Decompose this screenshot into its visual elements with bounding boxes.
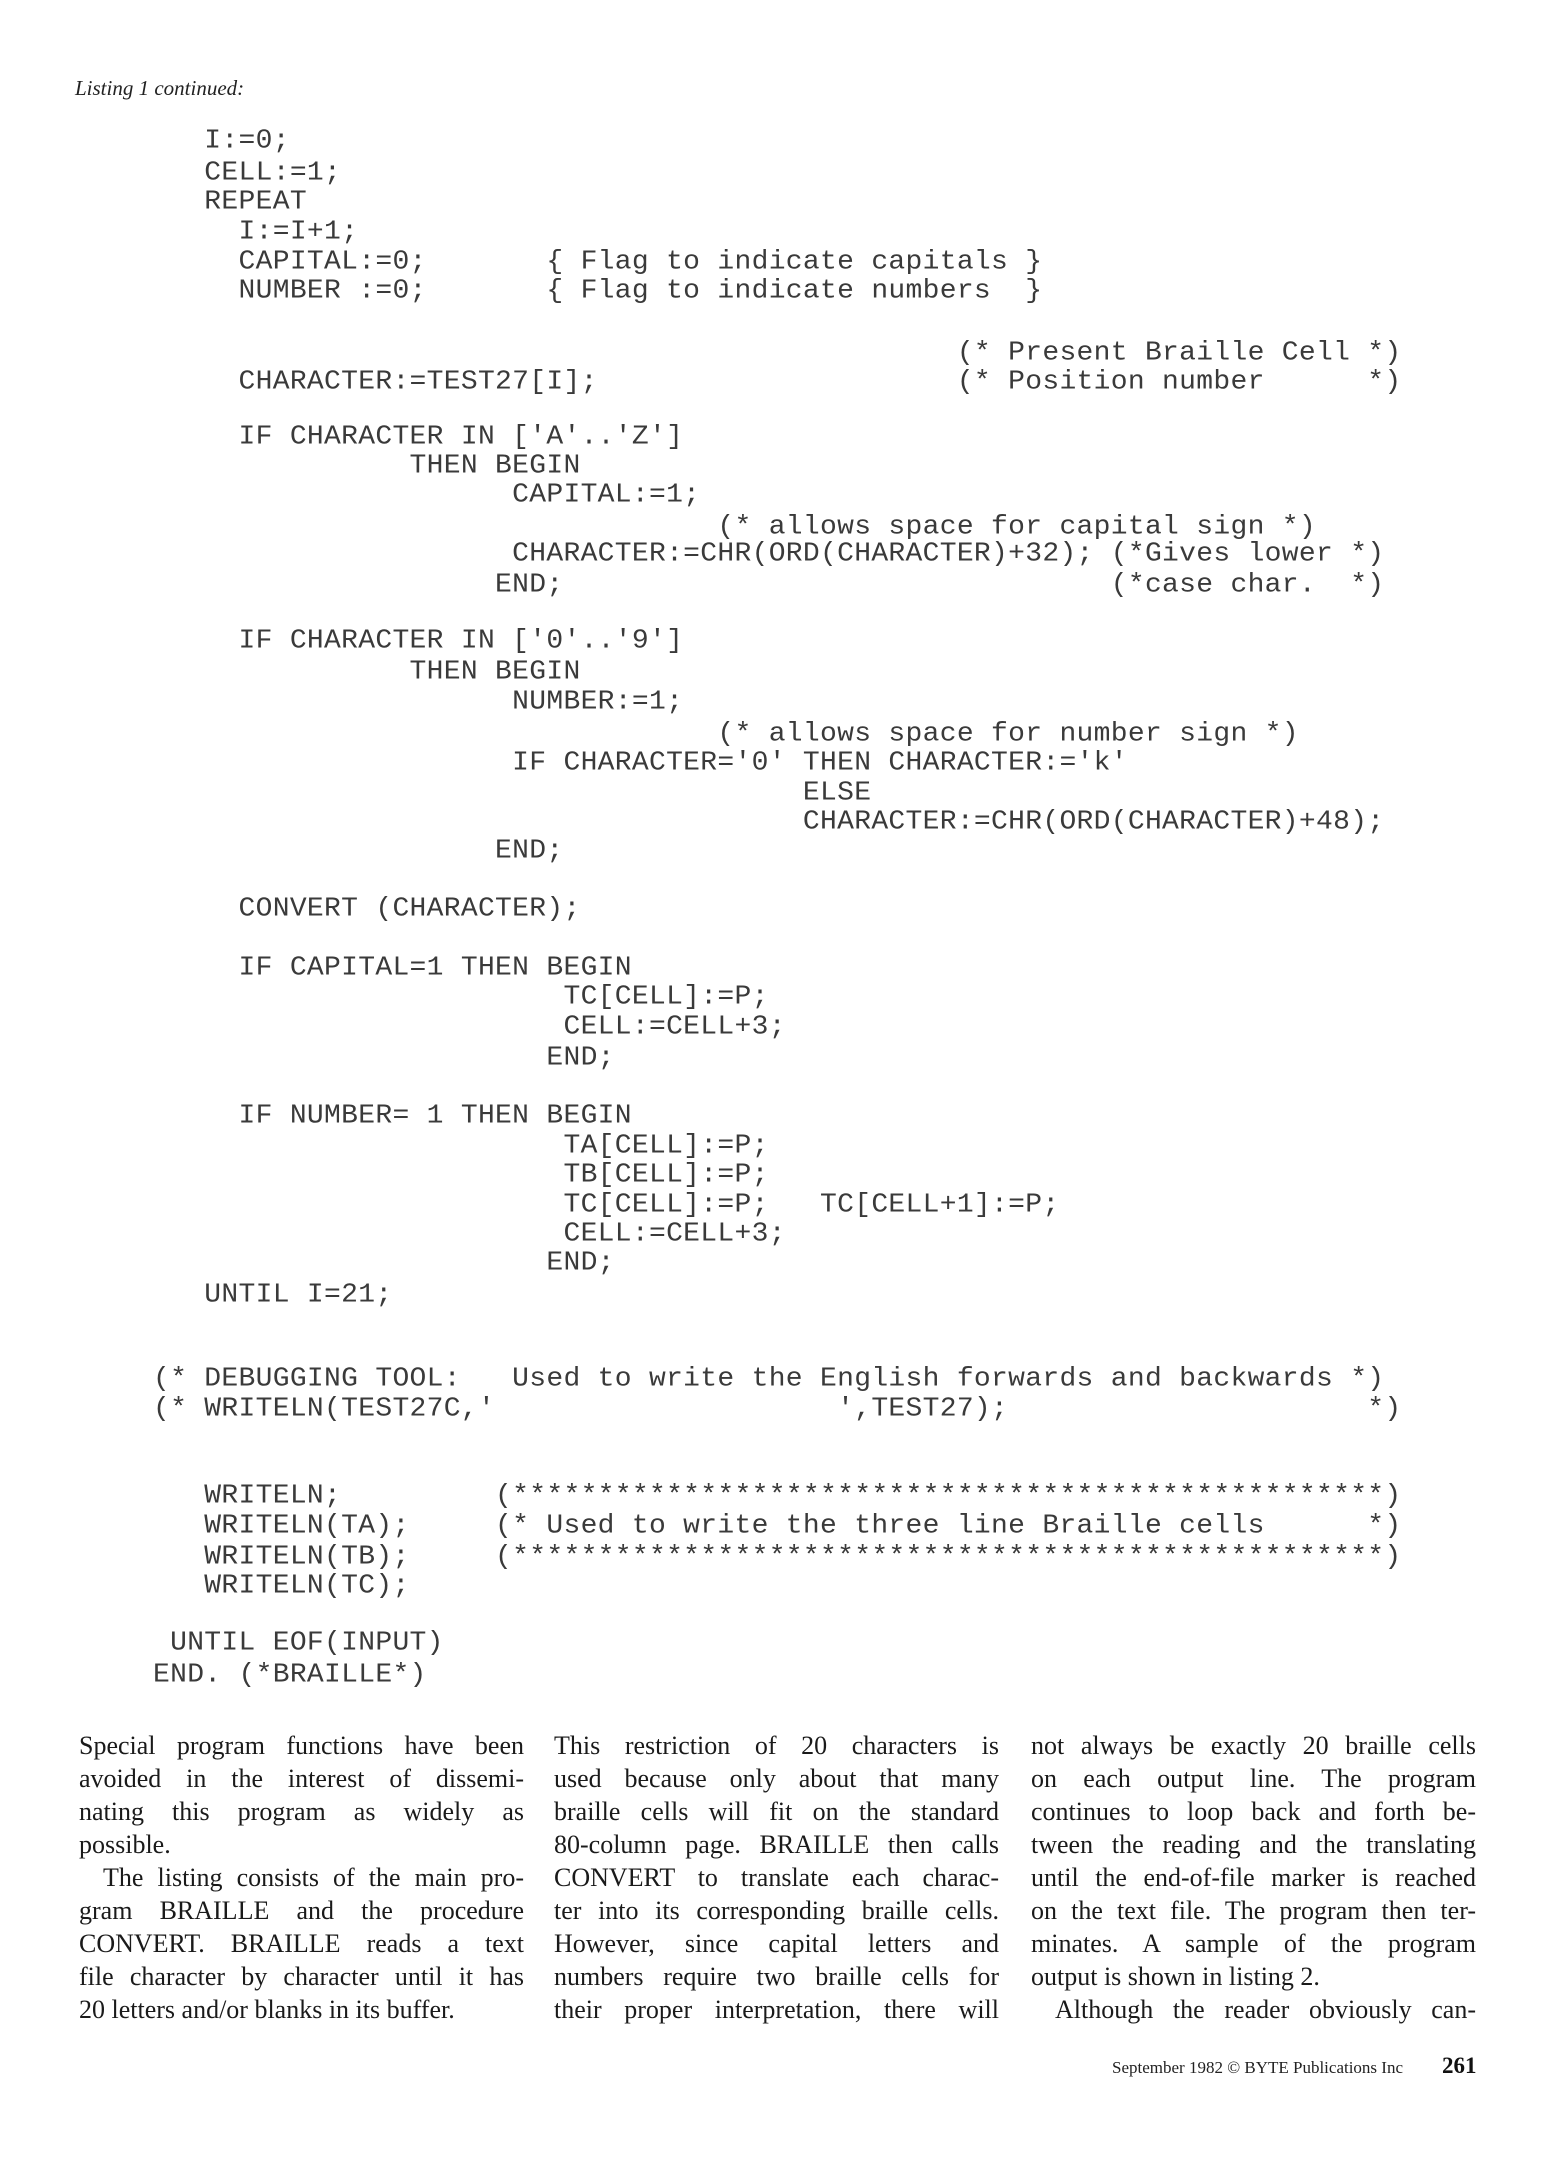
- code-line: (* Present Braille Cell *): [153, 339, 1402, 369]
- paragraph-line: ter into its corresponding braille cells.: [554, 1896, 999, 1925]
- code-line: UNTIL I=21;: [153, 1280, 393, 1310]
- paragraph-line: This restriction of 20 characters is: [554, 1731, 999, 1760]
- code-line: IF CHARACTER IN ['0'..'9']: [153, 627, 684, 657]
- paragraph-line: tween the reading and the translating: [1031, 1830, 1476, 1859]
- code-line: THEN BEGIN: [153, 452, 581, 482]
- code-line: IF NUMBER= 1 THEN BEGIN: [153, 1101, 632, 1131]
- code-line: CHARACTER:=TEST27[I]; (* Position number *): [153, 367, 1402, 398]
- paragraph-line: on the text file. The program then ter-: [1031, 1896, 1476, 1925]
- paragraph-line: 20 letters and/or blanks in its buffer.: [79, 1995, 455, 2024]
- code-line: CELL:=CELL+3;: [153, 1013, 786, 1043]
- code-line: END;: [153, 836, 564, 867]
- code-line: CHARACTER:=CHR(ORD(CHARACTER)+48);: [153, 807, 1385, 838]
- listing-caption: Listing 1 continued:: [75, 76, 245, 100]
- code-line: WRITELN(TB); (***************************************************): [153, 1542, 1402, 1572]
- code-line: IF CHARACTER='0' THEN CHARACTER:='k': [153, 748, 1128, 778]
- code-line: TC[CELL]:=P;: [153, 982, 769, 1013]
- code-line: NUMBER:=1;: [153, 687, 684, 718]
- code-line: (* WRITELN(TEST27C,' ',TEST27); *): [153, 1394, 1402, 1425]
- paragraph-line: possible.: [79, 1830, 171, 1859]
- code-line: CONVERT (CHARACTER);: [153, 894, 581, 924]
- code-line: TB[CELL]:=P;: [153, 1160, 769, 1191]
- code-line: UNTIL EOF(INPUT): [153, 1629, 444, 1659]
- paragraph-line: CONVERT to translate each charac-: [554, 1863, 999, 1892]
- code-line: REPEAT: [153, 187, 307, 217]
- code-line: CHARACTER:=CHR(ORD(CHARACTER)+32); (*Gives lower *): [153, 540, 1385, 570]
- code-line: IF CHARACTER IN ['A'..'Z']: [153, 423, 684, 453]
- code-line: WRITELN(TC);: [153, 1571, 410, 1601]
- code-line: I:=0;: [153, 126, 290, 157]
- code-line: END; (*case char. *): [153, 570, 1385, 601]
- paragraph-line: avoided in the interest of dissemi-: [79, 1764, 524, 1793]
- code-line: TC[CELL]:=P; TC[CELL+1]:=P;: [153, 1190, 1060, 1221]
- paragraph-line: numbers require two braille cells for: [554, 1962, 999, 1991]
- paragraph-line: on each output line. The program: [1031, 1764, 1476, 1793]
- code-line: (* allows space for capital sign *): [153, 512, 1316, 543]
- text-column: [79, 1729, 524, 2026]
- code-line: TA[CELL]:=P;: [153, 1131, 769, 1162]
- paragraph-line: file character by character until it has: [79, 1962, 524, 1991]
- paragraph-line: not always be exactly 20 braille cells: [1031, 1731, 1476, 1760]
- code-line: WRITELN(TA); (* Used to write the three line Braille cells *): [153, 1512, 1402, 1542]
- paragraph-line: until the end-of-file marker is reached: [1031, 1863, 1476, 1892]
- code-line: NUMBER :=0; { Flag to indicate numbers }: [153, 277, 1043, 307]
- code-line: I:=I+1;: [153, 217, 359, 248]
- paragraph-line: The listing consists of the main pro-: [103, 1863, 524, 1892]
- code-line: CAPITAL:=1;: [153, 481, 701, 511]
- code-line: THEN BEGIN: [153, 657, 581, 687]
- code-line: IF CAPITAL=1 THEN BEGIN: [153, 953, 632, 984]
- code-line: CELL:=1;: [153, 158, 342, 188]
- code-line: (* DEBUGGING TOOL: Used to write the English forwards and backwards *): [153, 1364, 1385, 1395]
- paragraph-line: nating this program as widely as: [79, 1797, 524, 1826]
- code-line: END;: [153, 1043, 615, 1073]
- paragraph-line: 80-column page. BRAILLE then calls: [554, 1830, 999, 1859]
- paragraph-line: Special program functions have been: [79, 1731, 524, 1760]
- text-column: [1031, 1729, 1476, 2026]
- code-line: END;: [153, 1248, 615, 1279]
- code-line: CELL:=CELL+3;: [153, 1219, 786, 1250]
- paragraph-line: Although the reader obviously can-: [1055, 1995, 1476, 2024]
- paragraph-line: CONVERT. BRAILLE reads a text: [79, 1929, 524, 1958]
- paragraph-line: their proper interpretation, there will: [554, 1995, 999, 2024]
- text-column: [554, 1729, 999, 2026]
- paragraph-line: continues to loop back and forth be-: [1031, 1797, 1476, 1826]
- paragraph-line: However, since capital letters and: [554, 1929, 999, 1958]
- code-line: WRITELN; (***************************************************): [153, 1481, 1402, 1512]
- code-line: CAPITAL:=0; { Flag to indicate capitals }: [153, 248, 1043, 278]
- paragraph-line: gram BRAILLE and the procedure: [79, 1896, 524, 1925]
- paragraph-line: braille cells will fit on the standard: [554, 1797, 999, 1826]
- code-line: END. (*BRAILLE*): [153, 1660, 427, 1691]
- paragraph-line: minates. A sample of the program: [1031, 1929, 1476, 1958]
- code-line: (* allows space for number sign *): [153, 719, 1299, 749]
- code-line: ELSE: [153, 778, 872, 809]
- page-number: 261: [1442, 2053, 1477, 2078]
- footer-credit: September 1982 © BYTE Publications Inc: [1112, 2058, 1404, 2077]
- paragraph-line: used because only about that many: [554, 1764, 999, 1793]
- paragraph-line: output is shown in listing 2.: [1031, 1962, 1320, 1991]
